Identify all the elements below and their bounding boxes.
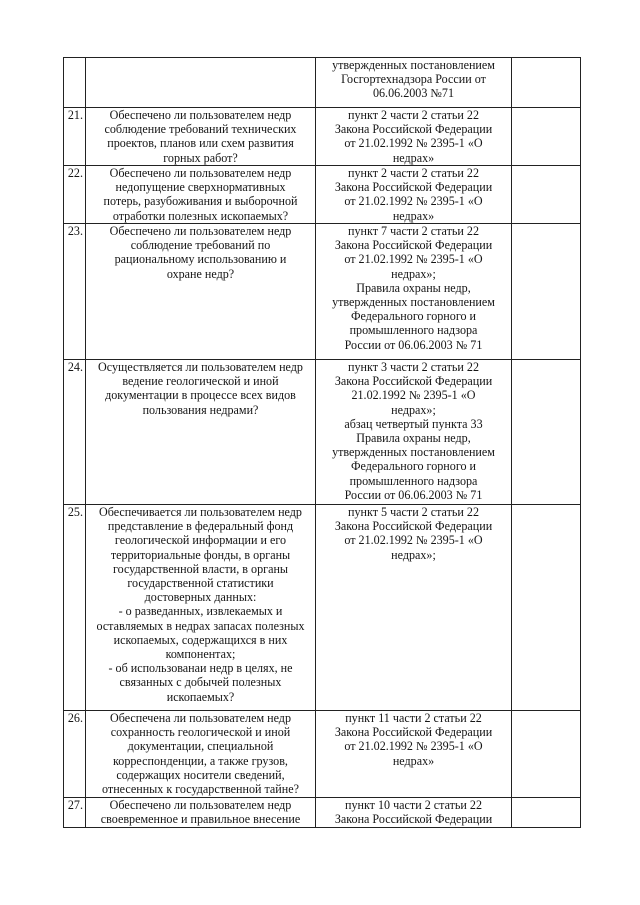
table-row <box>64 108 581 166</box>
table-row <box>64 505 581 711</box>
table-row <box>64 224 581 360</box>
question-cell <box>86 166 316 224</box>
reference-line: Закона Российской Федерации <box>334 812 493 827</box>
table-row <box>64 166 581 224</box>
reference-line: абзац четвертый пункта 33 <box>344 416 483 431</box>
reference-line: Закона Российской Федерации <box>334 238 493 253</box>
reference-line: пункт 5 части 2 статьи 22 <box>348 505 479 519</box>
legal-reference-cell <box>316 58 512 108</box>
reference-line: недрах»; <box>391 402 436 417</box>
question-line: сохранность геологической и иной <box>110 725 291 740</box>
reference-line: 06.06.2003 №71 <box>372 86 455 101</box>
question-line: охране недр? <box>166 266 235 281</box>
row-number: 27. <box>64 798 86 828</box>
question-line: потерь, разубоживания и выборочной <box>103 194 298 209</box>
question-cell <box>86 798 316 828</box>
legal-reference-cell <box>316 166 512 224</box>
reference-line: Федерального горного и <box>350 459 477 474</box>
answer-cell <box>512 224 581 360</box>
answer-cell <box>512 505 581 711</box>
answer-cell <box>512 166 581 224</box>
question-line: оставляемых в недрах запасах полезных <box>96 618 305 633</box>
question-line: государственной власти, в органы <box>112 561 289 576</box>
reference-line: России от 06.06.2003 № 71 <box>344 337 483 352</box>
question-line: - о разведанных, извлекаемых и <box>118 604 283 619</box>
question-line: документации в процессе всех видов <box>105 388 296 403</box>
question-line: геологической информации и его <box>114 533 287 548</box>
answer-cell <box>512 798 581 828</box>
question-line: достоверных данных: <box>144 590 257 605</box>
question-line: своевременное и правильное внесение <box>100 812 301 827</box>
reference-line: Госгортехнадзора России от <box>341 72 486 87</box>
reference-line: утвержденных постановлением <box>332 445 495 460</box>
reference-line: Закона Российской Федерации <box>334 519 493 534</box>
reference-line: недрах»; <box>391 547 436 562</box>
legal-reference-cell <box>316 360 512 505</box>
question-line: Обеспечено ли пользователем недр <box>109 798 292 812</box>
reference-line: от 21.02.1992 № 2395-1 «О <box>344 739 483 754</box>
reference-line: пункт 2 части 2 статьи 22 <box>348 108 479 122</box>
reference-line: пункт 7 части 2 статьи 22 <box>348 224 479 238</box>
reference-line: утвержденных постановлением <box>332 58 495 72</box>
reference-line: от 21.02.1992 № 2395-1 «О <box>344 194 483 209</box>
question-line: Обеспечено ли пользователем недр <box>109 166 292 180</box>
question-line: соблюдение требований технических <box>104 122 297 137</box>
question-line: представление в федеральный фонд <box>107 519 294 534</box>
legal-reference-cell <box>316 798 512 828</box>
reference-line: Правила охраны недр, <box>356 431 471 446</box>
reference-line: 21.02.1992 № 2395-1 «О <box>351 388 476 403</box>
question-line: пользования недрами? <box>142 402 259 417</box>
question-line: Обеспечено ли пользователем недр <box>109 224 292 238</box>
answer-cell <box>512 108 581 166</box>
question-line: соблюдение требований по <box>130 238 271 253</box>
row-number: 24. <box>64 360 86 505</box>
question-line: недопущение сверхнормативных <box>115 180 286 195</box>
question-line: территориальные фонды, в органы <box>110 547 291 562</box>
question-line: ведение геологической и иной <box>122 374 279 389</box>
reference-line: от 21.02.1992 № 2395-1 «О <box>344 136 483 151</box>
question-cell <box>86 505 316 711</box>
question-line: содержащих носители сведений, <box>116 767 285 782</box>
question-line: корреспонденции, а также грузов, <box>113 753 288 768</box>
answer-cell <box>512 711 581 798</box>
table-row <box>64 798 581 828</box>
checklist-table <box>63 57 581 828</box>
question-cell <box>86 58 316 108</box>
reference-line: Закона Российской Федерации <box>334 725 493 740</box>
question-line: отнесенных к государственной тайне? <box>102 782 299 797</box>
question-line: Обеспечена ли пользователем недр <box>109 711 292 725</box>
question-line: документации, специальной <box>127 739 274 754</box>
question-line: рациональному использованию и <box>114 252 287 267</box>
table-row <box>64 711 581 798</box>
reference-line: недрах» <box>392 150 435 165</box>
reference-line: недрах»; <box>391 266 436 281</box>
row-number <box>64 58 86 108</box>
legal-reference-cell <box>316 505 512 711</box>
row-number: 23. <box>64 224 86 360</box>
answer-cell <box>512 58 581 108</box>
question-cell <box>86 711 316 798</box>
row-number: 26. <box>64 711 86 798</box>
checklist-rows <box>64 58 581 828</box>
question-line: Осуществляется ли пользователем недр <box>98 360 303 374</box>
question-line: ископаемых? <box>166 689 235 704</box>
reference-line: недрах» <box>392 753 435 768</box>
question-line: - об использованаи недр в целях, не <box>108 661 293 676</box>
row-number: 21. <box>64 108 86 166</box>
reference-line: утвержденных постановлением <box>332 295 495 310</box>
row-number: 25. <box>64 505 86 711</box>
reference-line: промышленного надзора <box>349 473 478 488</box>
reference-line: недрах» <box>392 208 435 223</box>
question-line: государственной статистики <box>127 576 274 591</box>
reference-line: промышленного надзора <box>349 323 478 338</box>
reference-line: Закона Российской Федерации <box>334 122 493 137</box>
reference-line: Федерального горного и <box>350 309 477 324</box>
reference-line: пункт 2 части 2 статьи 22 <box>348 166 479 180</box>
question-line: Обеспечено ли пользователем недр <box>109 108 292 122</box>
row-number: 22. <box>64 166 86 224</box>
table-row <box>64 360 581 505</box>
reference-line: от 21.02.1992 № 2395-1 «О <box>344 252 483 267</box>
question-line: отработки полезных ископаемых? <box>112 208 289 223</box>
reference-line: России от 06.06.2003 № 71 <box>344 487 483 502</box>
reference-line: Правила охраны недр, <box>356 280 471 295</box>
reference-line: Закона Российской Федерации <box>334 180 493 195</box>
reference-line: от 21.02.1992 № 2395-1 «О <box>344 533 483 548</box>
reference-line: пункт 3 части 2 статьи 22 <box>348 360 479 374</box>
legal-reference-cell <box>316 224 512 360</box>
question-line: горных работ? <box>163 150 238 165</box>
legal-reference-cell <box>316 108 512 166</box>
table-row <box>64 58 581 108</box>
question-line: Обеспечивается ли пользователем недр <box>99 505 302 519</box>
answer-cell <box>512 360 581 505</box>
question-line: проектов, планов или схем развития <box>107 136 294 151</box>
question-cell <box>86 108 316 166</box>
reference-line: пункт 11 части 2 статьи 22 <box>345 711 482 725</box>
reference-line: пункт 10 части 2 статьи 22 <box>344 798 483 812</box>
legal-reference-cell <box>316 711 512 798</box>
reference-line: Закона Российской Федерации <box>334 374 493 389</box>
question-cell <box>86 360 316 505</box>
question-line: связанных с добычей полезных <box>119 675 282 690</box>
question-cell <box>86 224 316 360</box>
question-line: компонентах; <box>165 647 236 662</box>
question-line: ископаемых, содержащихся в них <box>113 632 288 647</box>
